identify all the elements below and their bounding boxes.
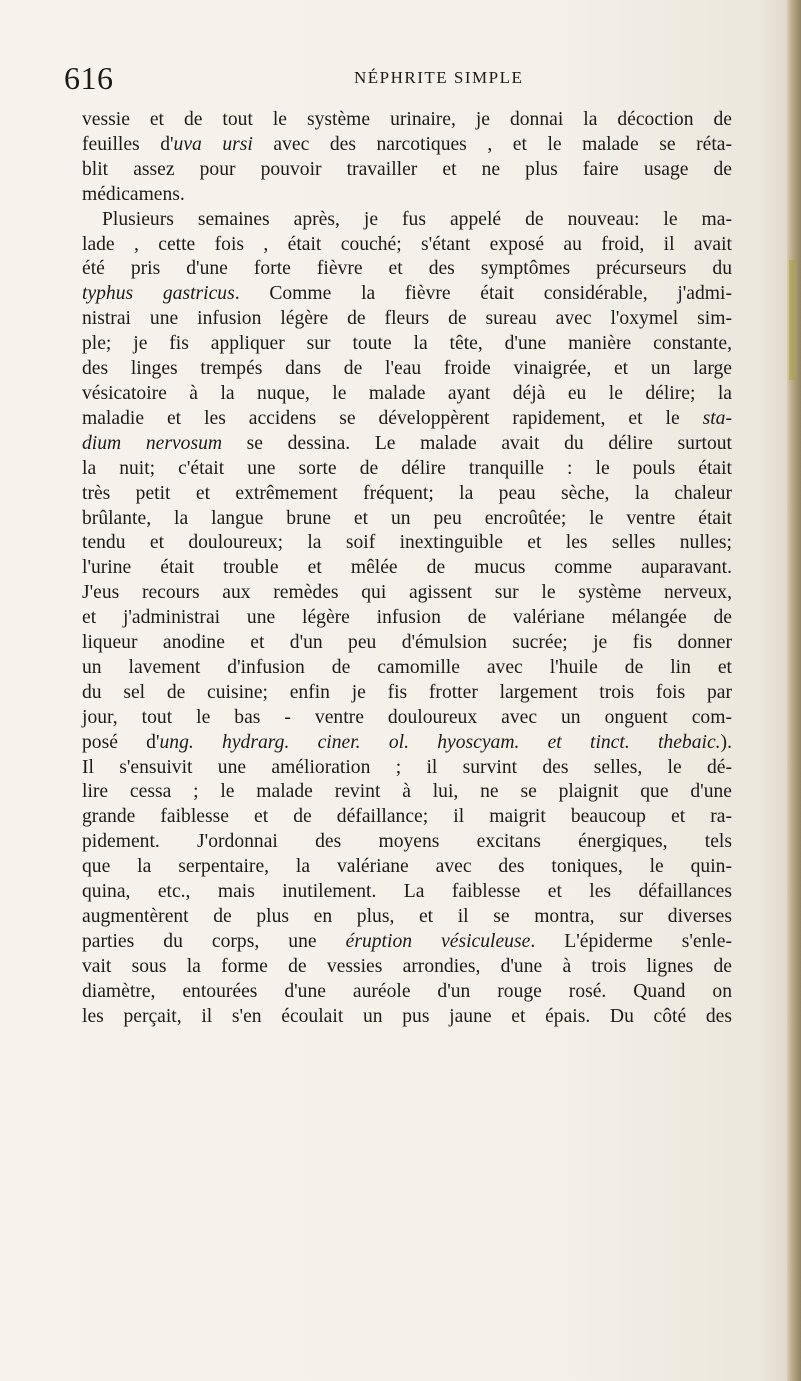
text-line (82, 208, 732, 233)
text-segment: des linges trempés dans de l'eau froide vinaigrée, et un large (82, 358, 732, 380)
text-line (82, 756, 732, 781)
text-segment: J'eus recours aux remèdes qui agissent sur le système nerveux, (82, 582, 732, 604)
text-segment: Plusieurs semaines après, je fus appelé de nouveau: le ma- (102, 208, 732, 230)
text-segment: nistrai une infusion légère de fleurs de sureau avec l'oxymel sim- (82, 308, 732, 330)
text-line (82, 606, 732, 631)
text-line (82, 133, 732, 158)
text-segment: l'urine était trouble et mêlée de mucus comme auparavant. (82, 557, 732, 579)
italic-term: sta- (702, 407, 732, 429)
text-line (82, 930, 732, 955)
text-line (82, 805, 732, 830)
italic-term: typhus gastricus (82, 283, 235, 305)
italic-term: ung. hydrarg. ciner. ol. hyoscyam. et tinct. thebaic. (159, 731, 721, 753)
text-line (82, 955, 732, 980)
text-segment: pidement. J'ordonnai des moyens excitans énergiques, tels (82, 831, 732, 853)
text-segment: ). (720, 731, 732, 753)
text-segment: brûlante, la langue brune et un peu encroûtée; le ventre était (82, 507, 732, 529)
text-segment: diamètre, entourées d'une auréole d'un rouge rosé. Quand on (82, 980, 732, 1002)
text-line (82, 332, 732, 357)
text-line (82, 307, 732, 332)
text-line (82, 880, 732, 905)
text-segment: . L'épiderme s'enle- (530, 930, 733, 952)
text-line (82, 457, 732, 482)
text-segment: été pris d'une forte fièvre et des symptômes précurseurs du (82, 258, 732, 280)
text-segment: vessie et de tout le système urinaire, je donnai la décoction de (82, 109, 732, 130)
text-line (82, 282, 732, 307)
text-line (82, 432, 732, 457)
text-segment: Il s'ensuivit une amélioration ; il survint des selles, le dé- (82, 756, 732, 778)
text-segment: . Comme la fièvre était considérable, j'admi- (234, 283, 733, 305)
text-line (82, 382, 732, 407)
text-line (82, 357, 732, 382)
text-segment: les perçait, il s'en écoulait un pus jaune et épais. Du côté des (82, 1005, 732, 1027)
page-number: 616 (64, 60, 114, 96)
text-line (82, 980, 732, 1005)
text-segment: vésicatoire à la nuque, le malade ayant déjà eu le délire; la (82, 382, 732, 404)
text-segment: feuilles d' (82, 133, 174, 155)
text-line (82, 681, 732, 706)
text-segment: augmentèrent de plus en plus, et il se montra, sur diverses (82, 906, 732, 927)
text-segment: maladie et les accidens se développèrent rapidement, et le (82, 407, 703, 429)
text-segment: que la serpentaire, la valériane avec des toniques, le quin- (82, 856, 732, 878)
text-line (82, 631, 732, 656)
text-line (82, 257, 732, 282)
text-segment: parties du corps, une (82, 930, 346, 952)
text-line (82, 581, 732, 606)
text-line (82, 108, 732, 133)
italic-term: dium nervosum (82, 432, 223, 454)
text-segment: liqueur anodine et d'un peu d'émulsion sucrée; je fis donner (82, 632, 732, 654)
text-segment: posé d' (82, 731, 160, 753)
text-segment: médicamens. (82, 183, 185, 205)
text-line (82, 830, 732, 855)
text-segment: du sel de cuisine; enfin je fis frotter largement trois fois par (82, 681, 732, 703)
page-header (64, 60, 724, 100)
text-line (82, 233, 732, 258)
text-segment: quina, etc., mais inutilement. La faiblesse et les défaillances (82, 881, 732, 903)
text-segment: un lavement d'infusion de camomille avec l'huile de lin et (82, 656, 732, 678)
text-line (82, 706, 732, 731)
text-segment: avec des narcotiques , et le malade se réta- (252, 133, 732, 155)
text-line (82, 656, 732, 681)
text-line (82, 556, 732, 581)
italic-term: uva ursi (173, 133, 253, 155)
text-line (82, 482, 732, 507)
text-segment: et j'administrai une légère infusion de valériane mélangée de (82, 607, 732, 629)
page-edge (787, 0, 801, 1381)
text-segment: vait sous la forme de vessies arrondies, d'une à trois lignes de (82, 955, 732, 977)
text-segment: très petit et extrêmement fréquent; la peau sèche, la chaleur (82, 482, 732, 504)
running-head: NÉPHRITE SIMPLE (354, 68, 524, 87)
text-line (82, 731, 732, 756)
text-segment: blit assez pour pouvoir travailler et ne plus faire usage de (82, 158, 732, 180)
text-line (82, 158, 732, 183)
text-line (82, 1005, 732, 1030)
text-line (82, 855, 732, 880)
text-segment: jour, tout le bas - ventre douloureux avec un onguent com- (82, 706, 732, 728)
text-segment: se dessina. Le malade avait du délire surtout (222, 432, 732, 454)
text-segment: la nuit; c'était une sorte de délire tranquille : le pouls était (82, 457, 732, 479)
text-line (82, 905, 732, 930)
text-segment: ple; je fis appliquer sur toute la tête, d'une manière constante, (82, 333, 732, 355)
text-line (82, 531, 732, 556)
text-segment: grande faiblesse et de défaillance; il maigrit beaucoup et ra- (82, 806, 732, 828)
italic-term: éruption vésiculeuse (345, 930, 531, 952)
text-line (82, 507, 732, 532)
text-segment: lire cessa ; le malade revint à lui, ne se plaignit que d'une (82, 781, 732, 803)
text-segment: tendu et douloureux; la soif inextinguible et les selles nulles; (82, 532, 732, 554)
text-line (82, 407, 732, 432)
text-line (82, 780, 732, 805)
text-line (82, 183, 732, 208)
body-text (82, 108, 732, 1030)
text-segment: lade , cette fois , était couché; s'étant exposé au froid, il avait (82, 233, 732, 255)
